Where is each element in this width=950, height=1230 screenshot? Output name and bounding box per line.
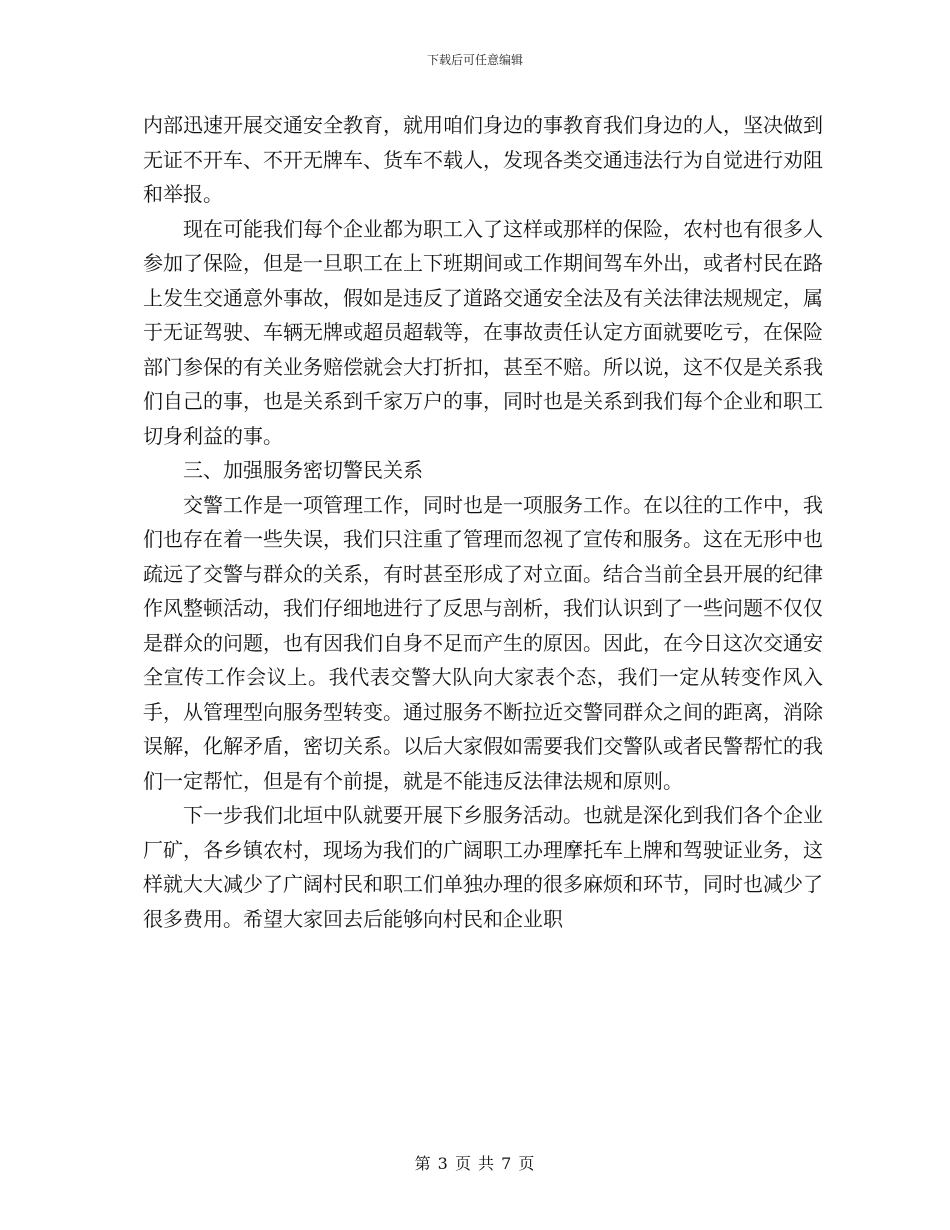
page-number: 第 3 页 共 7 页	[414, 1154, 536, 1173]
body-paragraph-service: 交警工作是一项管理工作，同时也是一项服务工作。在以往的工作中，我们也存在着一些失误，我们只注重了管理而忽视了宣传和服务。这在无形中也疏远了交警与群众的关系，有时甚至形成了对立面。结合当前全县开展的纪律作风整顿活动，我们仔细地进行了反思与剖析，我们认识到了一些问题不仅仅是群众的问题，也有因我们自身不足而产生的原因。因此，在今日这次交通安全宣传工作会议上。我代表交警大队向大家表个态，我们一定从转变作风入手，从管理型向服务型转变。通过服务不断拉近交警同群众之间的距离，消除误解，化解矛盾，密切关系。以后大家假如需要我们交警队或者民警帮忙的我们一定帮忙，但是有个前提，就是不能违反法律法规和原则。	[143, 492, 823, 793]
body-paragraph-next-step: 下一步我们北垣中队就要开展下乡服务活动。也就是深化到我们各个企业厂矿，各乡镇农村，现场为我们的广阔职工办理摩托车上牌和驾驶证业务，这样就大大减少了广阔村民和职工们单独办理的很多麻烦和环节，同时也减少了很多费用。希望大家回去后能够向村民和企业职	[143, 803, 823, 931]
document-body	[143, 108, 823, 936]
body-paragraph-continuation: 内部迅速开展交通安全教育，就用咱们身边的事教育我们身边的人，坚决做到无证不开车、不开无牌车、货车不载人，发现各类交通违法行为自觉进行劝阻和举报。	[143, 113, 823, 206]
section-heading: 三、加强服务密切警民关系	[183, 458, 423, 482]
body-paragraph-insurance: 现在可能我们每个企业都为职工入了这样或那样的保险，农村也有很多人参加了保险，但是一旦职工在上下班期间或工作期间驾车外出，或者村民在路上发生交通意外事故，假如是违反了道路交通安全法及有关法律法规规定，属于无证驾驶、车辆无牌或超员超载等，在事故责任认定方面就要吃亏，在保险部门参保的有关业务赔偿就会大打折扣，甚至不赔。所以说，这不仅是关系我们自己的事，也是关系到千家万户的事，同时也是关系到我们每个企业和职工切身利益的事。	[143, 216, 823, 448]
page-header-note: 下载后可任意编辑	[426, 53, 523, 67]
